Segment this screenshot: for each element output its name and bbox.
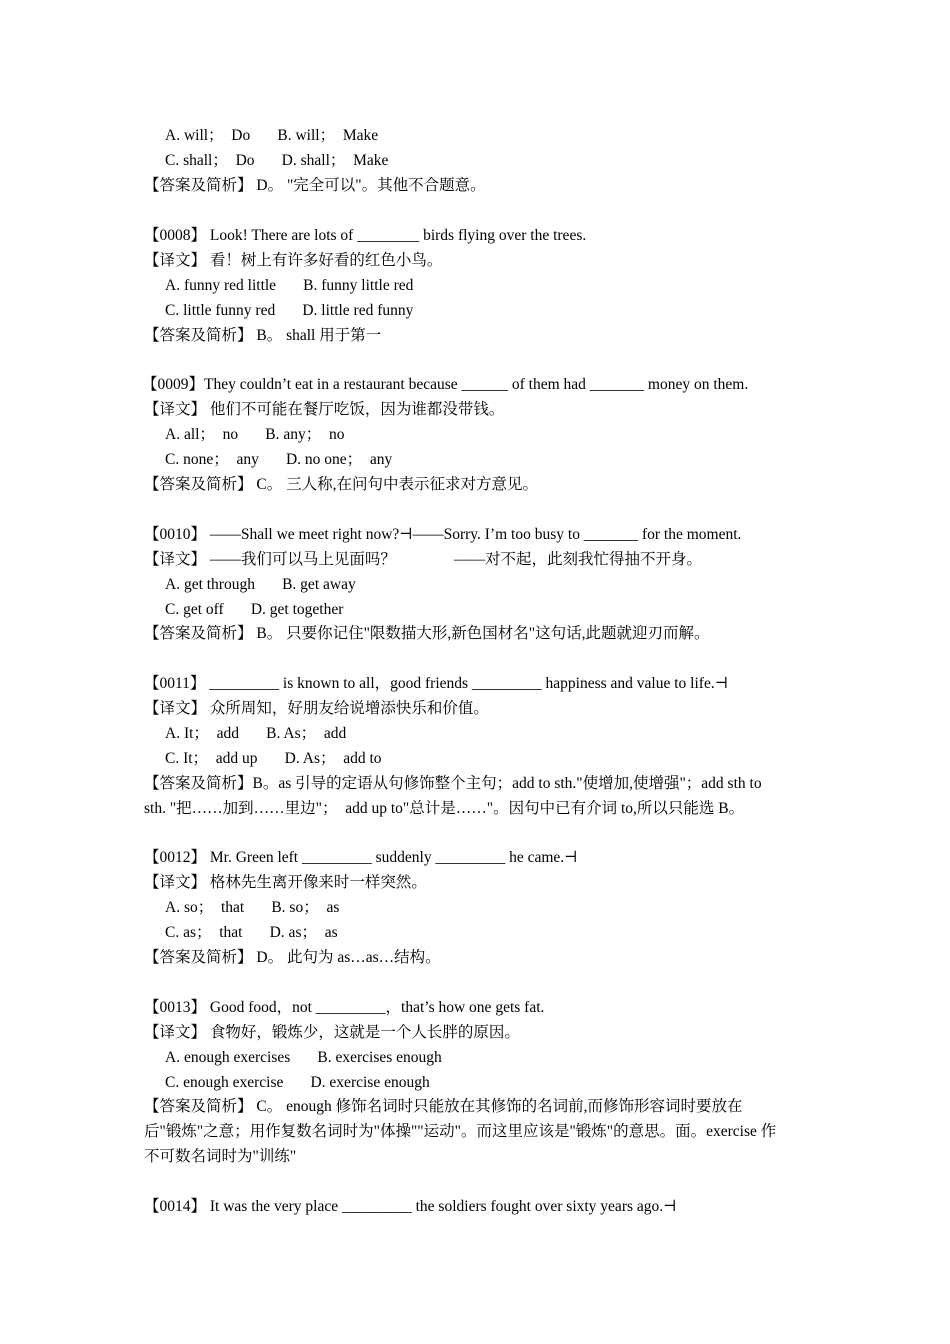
answer-line: 【答案及简析】 C。 enough 修饰名词时只能放在其修饰的名词前,而修饰形容词时要放在 bbox=[144, 1098, 743, 1115]
answer-line: 【答案及简析】 C。 三人称,在问句中表示征求对方意见。 bbox=[144, 476, 538, 493]
option-line: C. It； add up D. As； add to bbox=[165, 750, 382, 767]
question-line: 【0013】 Good food，not _________，that’s how one gets fat. bbox=[144, 999, 545, 1016]
translation-line: 【译文】 看！树上有许多好看的红色小鸟。 bbox=[144, 252, 443, 269]
answer-line: 【答案及简析】B。as 引导的定语从句修饰整个主句；add to sth."使增加,使增强"；add sth to bbox=[144, 775, 762, 792]
translation-line: 【译文】 众所周知，好朋友给说增添快乐和价值。 bbox=[144, 700, 489, 717]
answer-line: 【答案及简析】 D。 "完全可以"。其他不合题意。 bbox=[144, 177, 486, 194]
answer-line: sth. "把……加到……里边"； add up to"总计是……"。因句中已有介词 to,所以只能选 B。 bbox=[144, 800, 745, 817]
question-line: 【0014】 It was the very place _________ the soldiers fought over sixty years ago.⊣ bbox=[144, 1198, 677, 1215]
option-line: C. get off D. get together bbox=[165, 601, 344, 618]
option-line: A. all； no B. any； no bbox=[165, 426, 345, 443]
question-line: 【0009】They couldn’t eat in a restaurant because ______ of them had _______ money on them. bbox=[142, 376, 749, 393]
question-line: 【0008】 Look! There are lots of ________ birds flying over the trees. bbox=[144, 227, 587, 244]
question-line: 【0011】 _________ is known to all，good friends _________ happiness and value to life.⊣ bbox=[144, 675, 729, 692]
answer-line: 不可数名词时为"训练" bbox=[144, 1148, 297, 1165]
answer-line: 【答案及简析】 D。 此句为 as…as…结构。 bbox=[144, 949, 441, 966]
translation-line: 【译文】 食物好，锻炼少，这就是一个人长胖的原因。 bbox=[144, 1024, 520, 1041]
question-line: 【0012】 Mr. Green left _________ suddenly _________ he came.⊣ bbox=[144, 849, 578, 866]
option-line: C. enough exercise D. exercise enough bbox=[165, 1074, 430, 1091]
option-line: A. funny red little B. funny little red bbox=[165, 277, 414, 294]
translation-line: 【译文】 ——我们可以马上见面吗？ ——对不起，此刻我忙得抽不开身。 bbox=[144, 551, 703, 568]
option-line: C. as； that D. as； as bbox=[165, 924, 338, 941]
option-line: A. enough exercises B. exercises enough bbox=[165, 1049, 442, 1066]
answer-line: 【答案及简析】 B。 shall 用于第一 bbox=[144, 327, 382, 344]
option-line: A. so； that B. so； as bbox=[165, 899, 340, 916]
option-line: A. get through B. get away bbox=[165, 576, 356, 593]
question-line: 【0010】 ——Shall we meet right now?⊣——Sorry. I’m too busy to _______ for the moment. bbox=[144, 526, 742, 543]
option-line: C. little funny red D. little red funny bbox=[165, 302, 414, 319]
option-line: A. will； Do B. will； Make bbox=[165, 127, 379, 144]
translation-line: 【译文】 格林先生离开像来时一样突然。 bbox=[144, 874, 427, 891]
translation-line: 【译文】 他们不可能在餐厅吃饭，因为谁都没带钱。 bbox=[144, 401, 505, 418]
option-line: C. shall； Do D. shall； Make bbox=[165, 152, 389, 169]
answer-line: 【答案及简析】 B。 只要你记住"限数描大形,新色国材名"这句话,此题就迎刃而解。 bbox=[144, 625, 710, 642]
option-line: C. none； any D. no one； any bbox=[165, 451, 393, 468]
option-line: A. It； add B. As； add bbox=[165, 725, 347, 742]
answer-line: 后"锻炼"之意；用作复数名词时为"体操""运动"。而这里应该是"锻炼"的意思。面。exercise 作 bbox=[144, 1123, 777, 1140]
